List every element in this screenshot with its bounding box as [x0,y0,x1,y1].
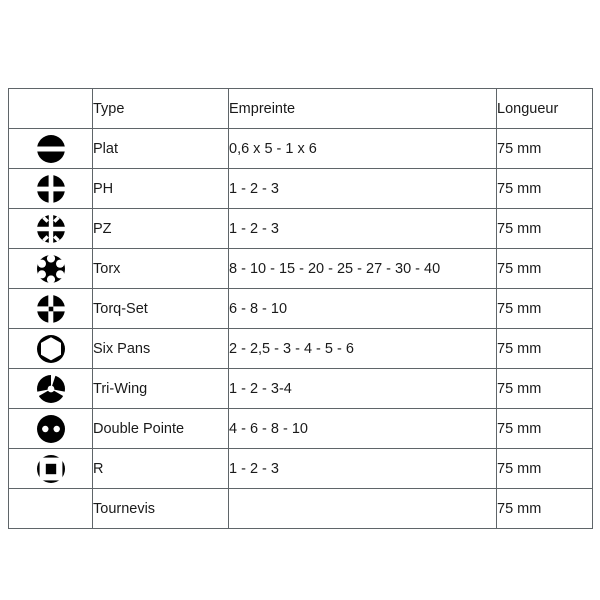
column-header-imprint: Empreinte [229,89,497,129]
bit-icon-cell [9,169,93,209]
bit-type: Torx [93,249,229,289]
bit-icon-cell [9,449,93,489]
bit-imprint: 0,6 x 5 - 1 x 6 [229,129,497,169]
bit-type: Plat [93,129,229,169]
table-row [9,489,593,529]
column-header-icon [9,89,93,129]
bit-icon-cell [9,369,93,409]
bit-type: Tri-Wing [93,369,229,409]
table-row [9,289,593,329]
table-header [9,89,593,129]
pozidriv-bit-icon [9,210,92,247]
bit-table-container [8,88,592,529]
torq-set-bit-icon [9,290,92,327]
phillips-bit-icon [9,170,92,207]
bit-length: 75 mm [497,329,593,369]
no-icon-placeholder [9,490,92,527]
column-header-length: Longueur [497,89,593,129]
bit-length: 75 mm [497,289,593,329]
torx-bit-icon [9,250,92,287]
table-header-row [9,89,593,129]
bit-icon-cell [9,489,93,529]
bit-type: Torq-Set [93,289,229,329]
hex-bit-icon [9,330,92,367]
bit-type: PH [93,169,229,209]
bit-imprint: 6 - 8 - 10 [229,289,497,329]
bit-imprint [229,489,497,529]
bit-icon-cell [9,409,93,449]
bit-length: 75 mm [497,489,593,529]
table-row [9,209,593,249]
bit-imprint: 2 - 2,5 - 3 - 4 - 5 - 6 [229,329,497,369]
bit-type: PZ [93,209,229,249]
square-bit-icon [9,450,92,487]
bit-specification-table [8,88,593,529]
table-row [9,249,593,289]
bit-imprint: 8 - 10 - 15 - 20 - 25 - 27 - 30 - 40 [229,249,497,289]
table-row [9,409,593,449]
bit-type: R [93,449,229,489]
bit-length: 75 mm [497,369,593,409]
bit-length: 75 mm [497,209,593,249]
bit-type: Tournevis [93,489,229,529]
slotted-bit-icon [9,130,92,167]
tri-wing-bit-icon [9,370,92,407]
bit-length: 75 mm [497,169,593,209]
table-row [9,169,593,209]
table-row [9,329,593,369]
table-row [9,449,593,489]
bit-icon-cell [9,249,93,289]
bit-length: 75 mm [497,129,593,169]
bit-imprint: 1 - 2 - 3 [229,169,497,209]
double-point-bit-icon [9,410,92,447]
table-row [9,129,593,169]
bit-imprint: 4 - 6 - 8 - 10 [229,409,497,449]
bit-icon-cell [9,289,93,329]
bit-icon-cell [9,329,93,369]
bit-imprint: 1 - 2 - 3 [229,209,497,249]
bit-length: 75 mm [497,449,593,489]
bit-icon-cell [9,129,93,169]
bit-type: Six Pans [93,329,229,369]
bit-type: Double Pointe [93,409,229,449]
bit-icon-cell [9,209,93,249]
column-header-type: Type [93,89,229,129]
bit-imprint: 1 - 2 - 3 [229,449,497,489]
bit-imprint: 1 - 2 - 3-4 [229,369,497,409]
table-body [9,129,593,529]
bit-length: 75 mm [497,249,593,289]
table-row [9,369,593,409]
bit-length: 75 mm [497,409,593,449]
